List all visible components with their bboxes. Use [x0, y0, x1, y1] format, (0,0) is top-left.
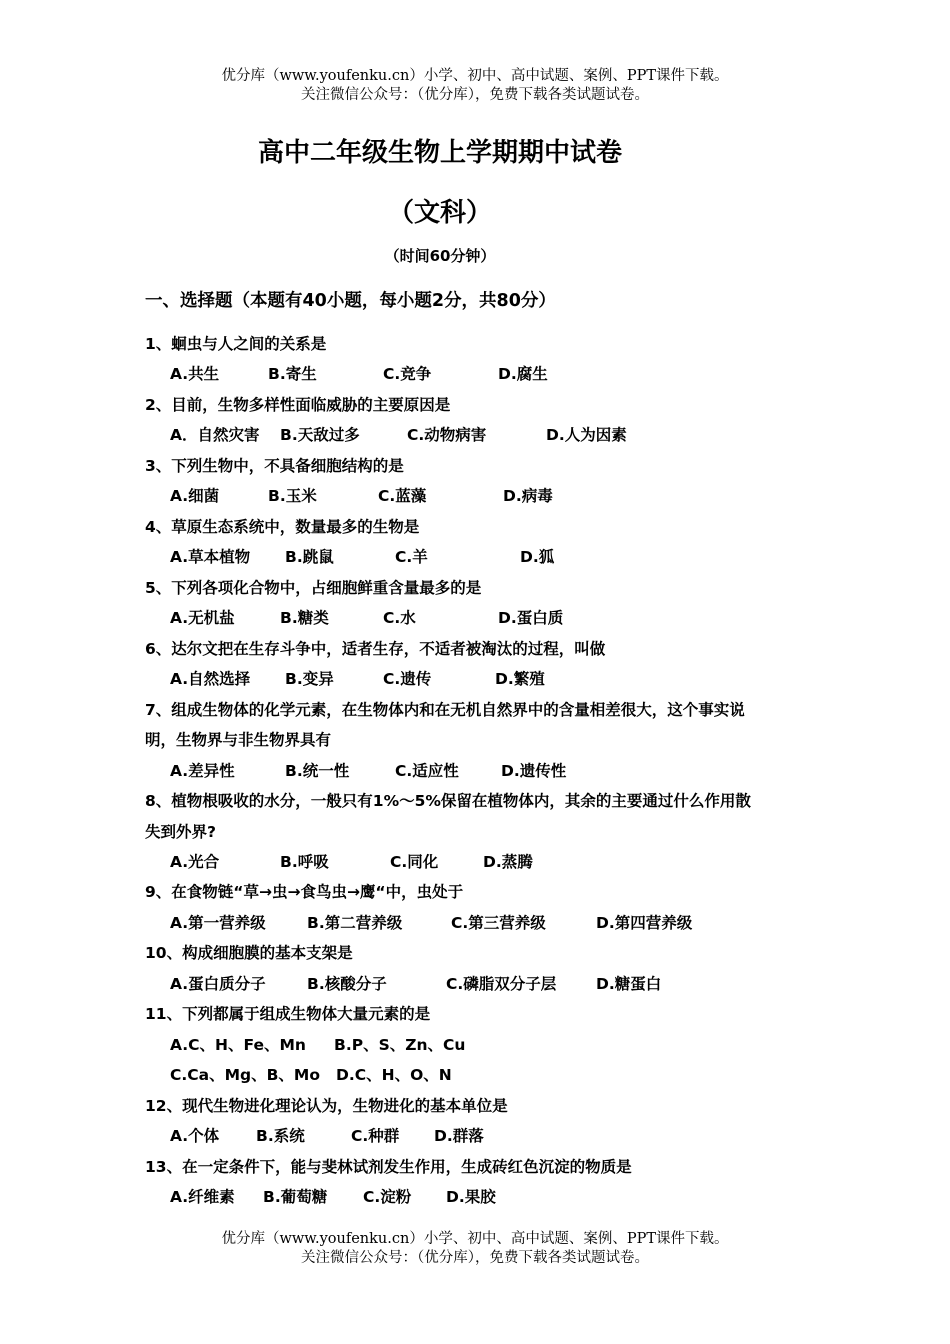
header-line-2: 关注微信公众号：（优分库），免费下载各类试题试卷。: [301, 87, 649, 103]
header-line-1: 优分库（www.youfenku.cn）小学、初中、高中试题、案例、PPT课件下载。: [221, 68, 729, 84]
option-a: A.纤维素: [170, 1188, 235, 1206]
option-d: D.C、H、O、N: [336, 1066, 452, 1084]
option-b: B.变异: [285, 670, 334, 688]
option-d: D.腐生: [498, 365, 548, 383]
option-b: B.跳鼠: [285, 548, 334, 566]
question-9: 9、在食物链“草→虫→食鸟虫→鹰“中，虫处于: [145, 883, 464, 901]
question-4: 4、草原生态系统中，数量最多的生物是: [145, 518, 420, 536]
option-d: D.蒸腾: [483, 853, 533, 871]
option-b: B.糖类: [280, 609, 329, 627]
option-b: B.天敌过多: [280, 426, 360, 444]
option-a: A.无机盐: [170, 609, 235, 627]
option-d: D.第四营养级: [596, 914, 693, 932]
option-a: A.细菌: [170, 487, 220, 505]
option-b: B.呼吸: [280, 853, 329, 871]
option-d: D.病毒: [503, 487, 553, 505]
question-1: 1、蛔虫与人之间的关系是: [145, 335, 327, 353]
option-a: A.个体: [170, 1127, 220, 1145]
option-c: C.动物病害: [407, 426, 487, 444]
question-7: 7、组成生物体的化学元素，在生物体内和在无机自然界中的含量相差很大，这个事实说: [145, 701, 745, 719]
option-c: C.竞争: [383, 365, 432, 383]
option-d: D.蛋白质: [498, 609, 564, 627]
option-d: D.狐: [520, 548, 555, 566]
exam-subtitle: （文科）: [387, 198, 492, 228]
option-d: D.人为因素: [546, 426, 627, 444]
option-c: C.淀粉: [363, 1188, 412, 1206]
option-a: A.光合: [170, 853, 220, 871]
option-c: C.种群: [351, 1127, 400, 1145]
option-a: A.草本植物: [170, 548, 251, 566]
option-d: D.群落: [434, 1127, 484, 1145]
footer-line-2: 关注微信公众号：（优分库），免费下载各类试题试卷。: [301, 1250, 649, 1266]
option-b: B.寄生: [268, 365, 317, 383]
option-c: C.Ca、Mg、B、Mo: [170, 1066, 321, 1084]
option-c: C.蓝藻: [378, 487, 427, 505]
option-b: B.统一性: [285, 762, 350, 780]
question-10: 10、构成细胞膜的基本支架是: [145, 944, 353, 962]
option-d: D.繁殖: [495, 670, 545, 688]
option-a: A．自然灾害: [170, 426, 260, 444]
option-c: C.同化: [390, 853, 439, 871]
question-3: 3、下列生物中，不具备细胞结构的是: [145, 457, 404, 475]
exam-time: （时间60分钟）: [384, 247, 496, 265]
option-b: B.P、S、Zn、Cu: [334, 1036, 466, 1054]
option-a: A.共生: [170, 365, 220, 383]
question-8-continued: 失到外界?: [145, 823, 216, 841]
question-2: 2、目前，生物多样性面临威胁的主要原因是: [145, 396, 451, 414]
option-b: B.核酸分子: [307, 975, 387, 993]
option-a: A.差异性: [170, 762, 235, 780]
option-a: A.蛋白质分子: [170, 975, 266, 993]
question-6: 6、达尔文把在生存斗争中，适者生存，不适者被淘汰的过程，叫做: [145, 640, 606, 658]
option-a: A.C、H、Fe、Mn: [170, 1036, 306, 1054]
question-11: 11、下列都属于组成生物体大量元素的是: [145, 1005, 431, 1023]
question-8: 8、植物根吸收的水分，一般只有1%～5%保留在植物体内，其余的主要通过什么作用散: [145, 792, 751, 810]
option-c: C.第三营养级: [451, 914, 546, 932]
question-5: 5、下列各项化合物中，占细胞鲜重含量最多的是: [145, 579, 482, 597]
option-d: D.糖蛋白: [596, 975, 662, 993]
option-b: B.葡萄糖: [263, 1188, 328, 1206]
option-b: B.系统: [256, 1127, 305, 1145]
option-b: B.玉米: [268, 487, 317, 505]
question-12: 12、现代生物进化理论认为，生物进化的基本单位是: [145, 1097, 508, 1115]
option-c: C.遗传: [383, 670, 432, 688]
option-b: B.第二营养级: [307, 914, 403, 932]
question-13: 13、在一定条件下，能与斐林试剂发生作用，生成砖红色沉淀的物质是: [145, 1158, 632, 1176]
question-7-continued: 明，生物界与非生物界具有: [145, 731, 332, 749]
option-d: D.遗传性: [501, 762, 567, 780]
option-c: C.适应性: [395, 762, 459, 780]
option-c: C.磷脂双分子层: [446, 975, 557, 993]
option-c: C.羊: [395, 548, 428, 566]
option-c: C.水: [383, 609, 416, 627]
option-a: A.自然选择: [170, 670, 251, 688]
footer-line-1: 优分库（www.youfenku.cn）小学、初中、高中试题、案例、PPT课件下载。: [221, 1231, 729, 1247]
option-d: D.果胶: [446, 1188, 496, 1206]
exam-title: 高中二年级生物上学期期中试卷: [257, 138, 622, 168]
section-heading: 一、选择题（本题有40小题，每小题2分，共80分）: [145, 291, 556, 311]
option-a: A.第一营养级: [170, 914, 266, 932]
